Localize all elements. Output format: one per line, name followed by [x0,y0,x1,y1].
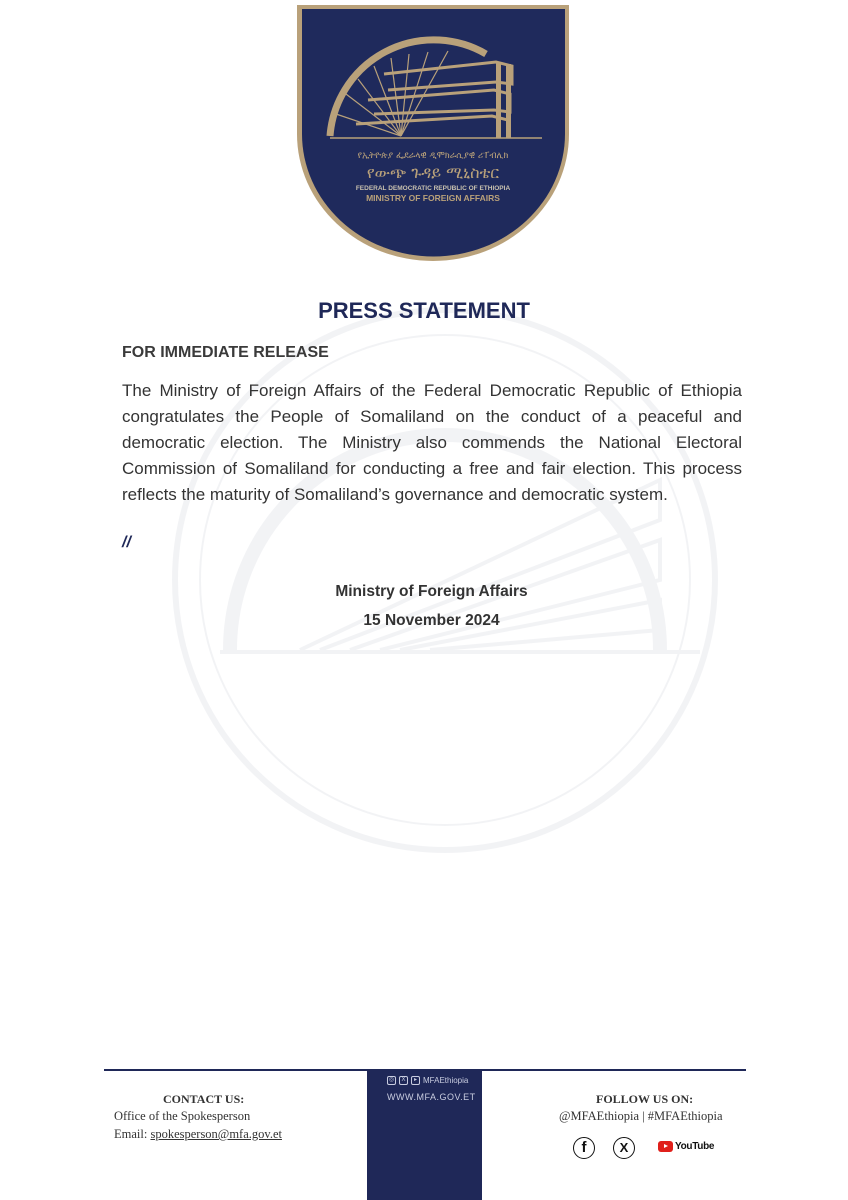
panel-handle: MFAEthiopia [423,1076,469,1085]
logo-english-country: FEDERAL DEMOCRATIC REPUBLIC OF ETHIOPIA [355,185,511,192]
statement-body: The Ministry of Foreign Affairs of the Federal Democratic Republic of Ethiopia congratulates the People of Somaliland on the conduct of a peaceful and democratic election. The Ministry also commends the National Electoral Commission of Somaliland for conducting a free and fair election. This process reflects the maturity of Somaliland’s governance and democratic system. [122,381,742,504]
logo-english-ministry: MINISTRY OF FOREIGN AFFAIRS [366,193,500,203]
youtube-play-icon [658,1141,673,1152]
statement-date: 15 November 2024 [363,612,500,629]
facebook-icon[interactable]: f [573,1137,595,1159]
ministry-logo [296,4,571,262]
website-url[interactable]: WWW.MFA.GOV.ET [387,1092,476,1102]
email-link[interactable]: spokesperson@mfa.gov.et [150,1127,282,1141]
signatory: Ministry of Foreign Affairs [335,583,528,600]
email-label: Email: [114,1127,148,1141]
youtube-logo[interactable] [658,1141,714,1152]
logo-amharic-ministry: የውጭ ጉዳይ ሚኒስቴር [366,163,500,182]
contact-email-line [114,1127,282,1142]
contact-title: CONTACT US: [163,1092,245,1106]
youtube-label: YouTube [675,1141,715,1152]
instagram-icon: ◎ [388,1077,395,1083]
document-title: PRESS STATEMENT [318,298,530,323]
contact-office: Office of the Spokesperson [114,1109,251,1123]
footer-center-panel [367,1070,482,1200]
end-mark: // [122,534,131,551]
youtube-icon: ▸ [411,1076,420,1085]
social-handles: @MFAEthiopia | #MFAEthiopia [559,1109,723,1123]
logo-amharic-country: የኢትዮጵያ ፌደራላዊ ዲሞክራሲያዊ ሪፐብሊክ [357,151,509,161]
release-label: FOR IMMEDIATE RELEASE [122,344,329,361]
x-icon: X [399,1076,408,1085]
x-twitter-icon[interactable]: X [613,1137,635,1159]
follow-title: FOLLOW US ON: [596,1092,694,1106]
panel-social-row [387,1076,468,1085]
